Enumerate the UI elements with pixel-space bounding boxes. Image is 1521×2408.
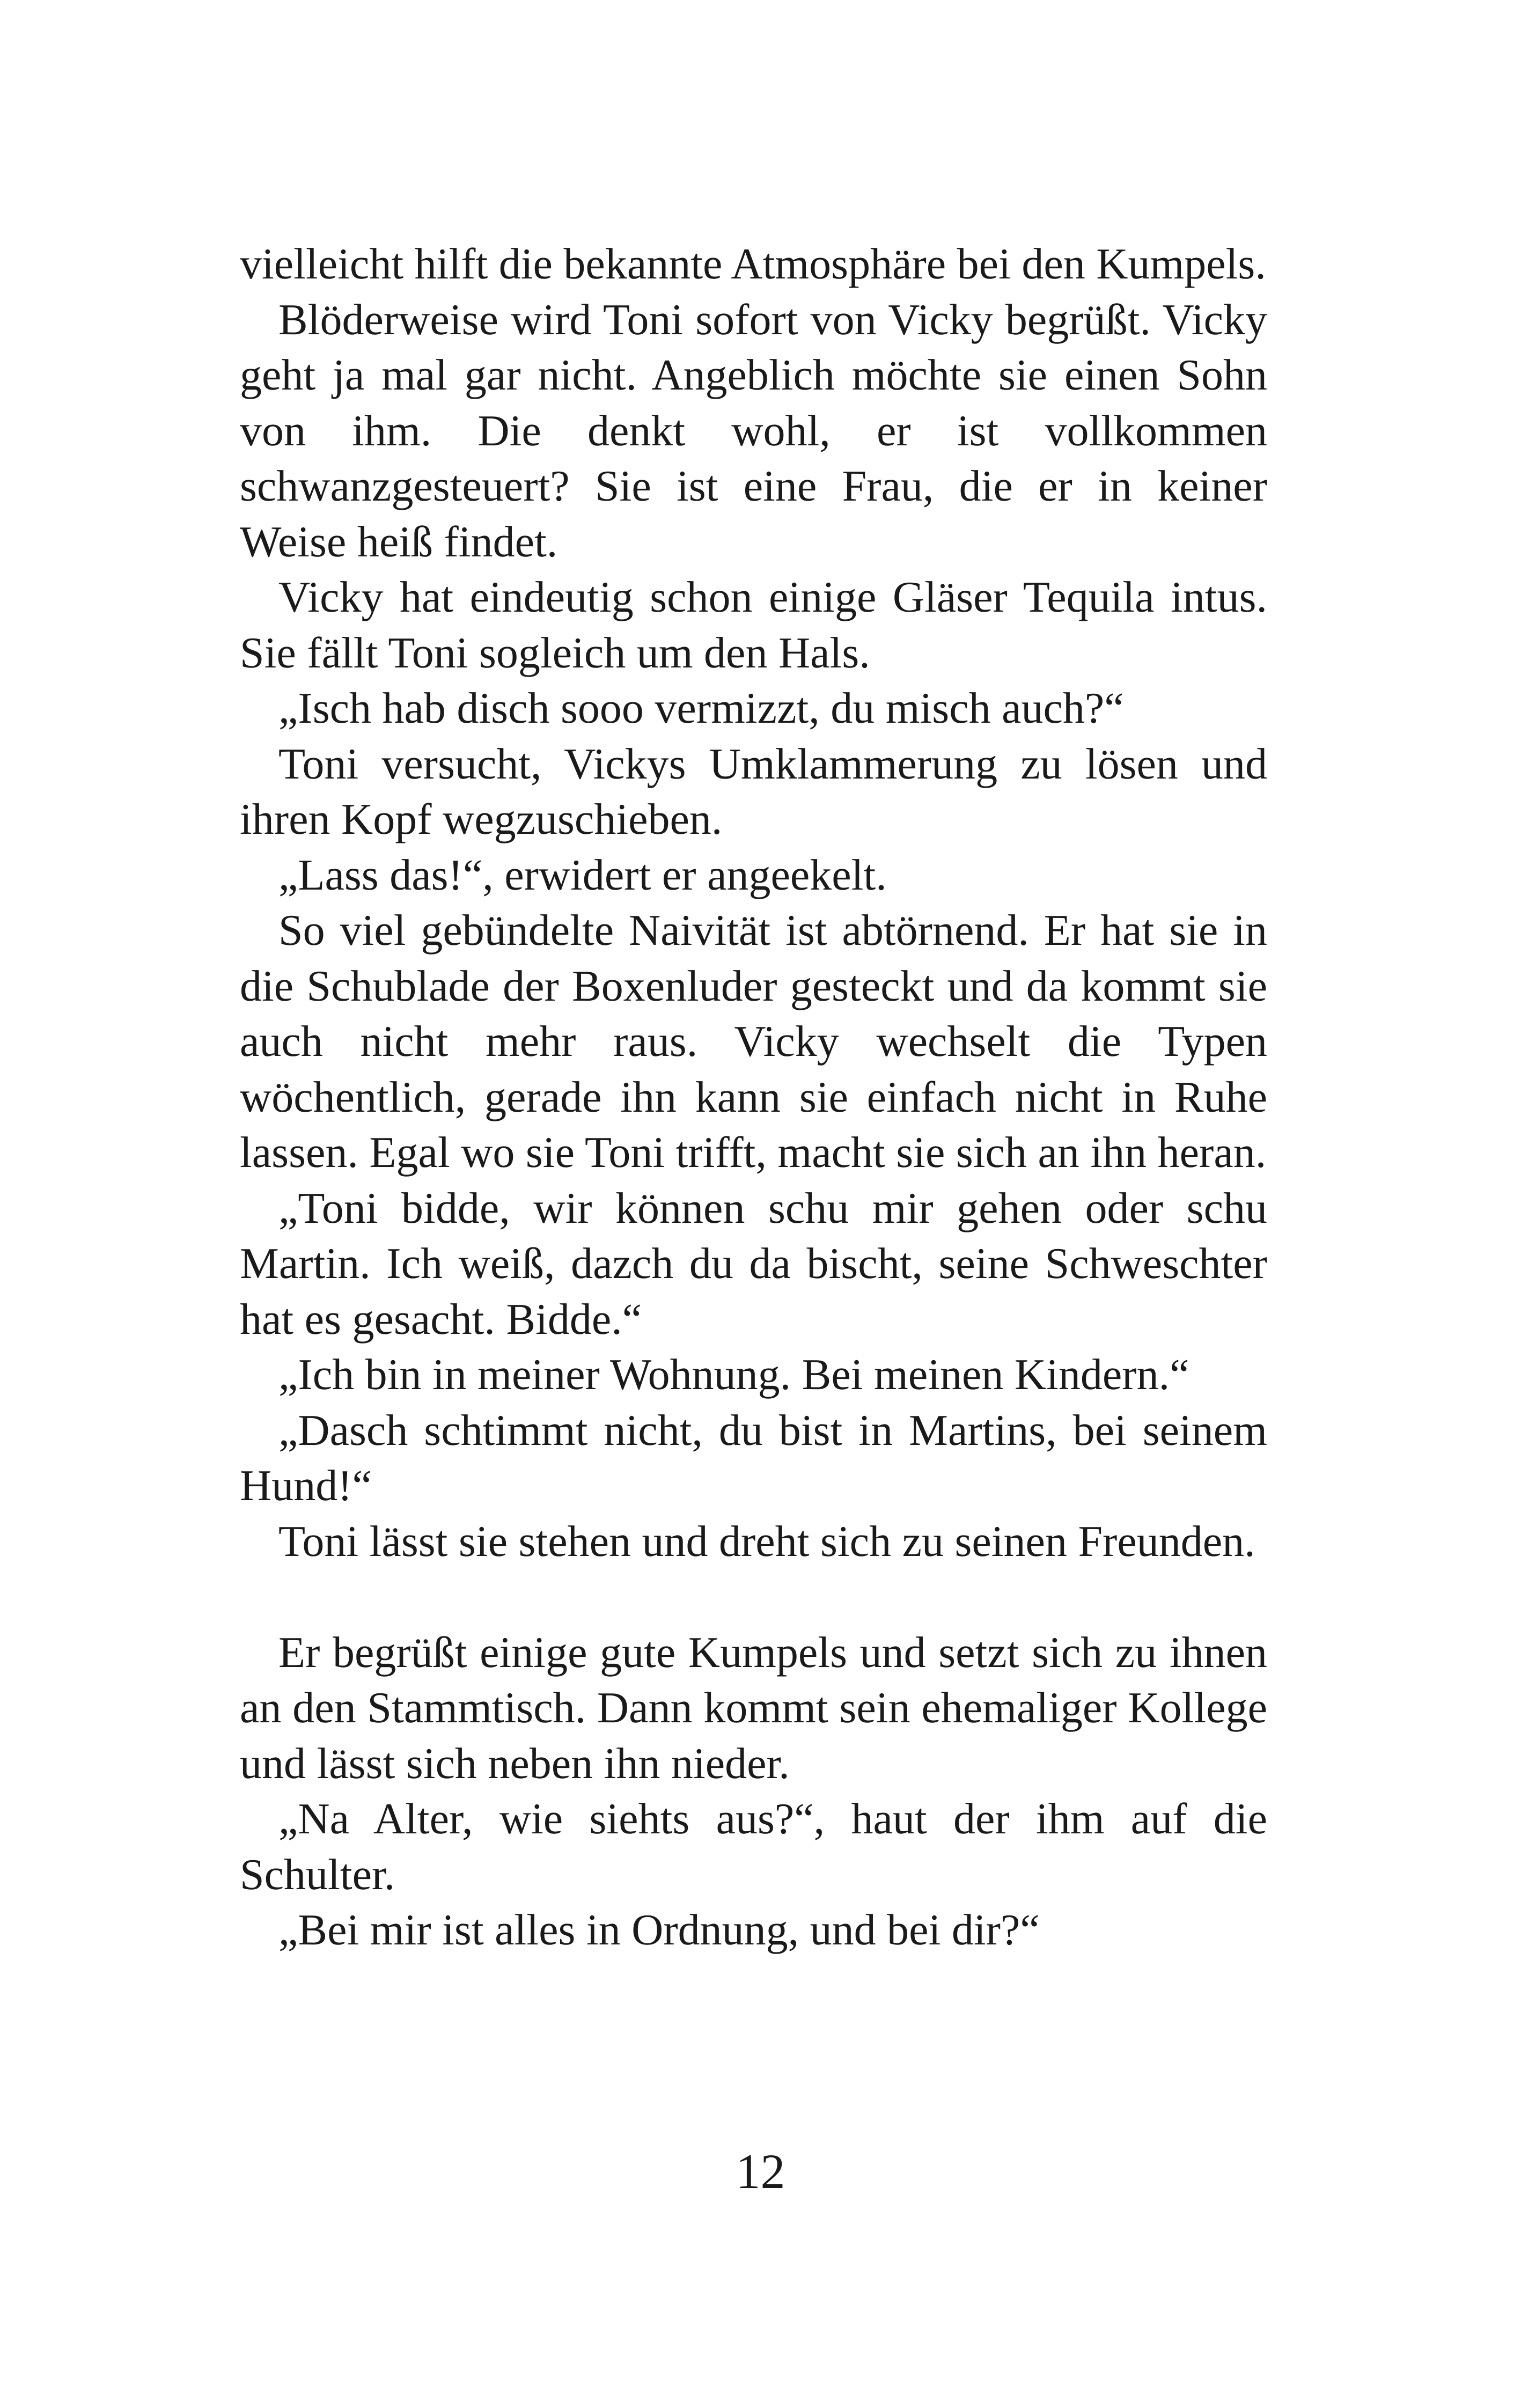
dialogue-line: „Toni bidde, wir können schu mir gehen oder schu Martin. Ich weiß, dazch du da bischt, seine Schweschter hat es gesacht. Bidde.“ [240, 1183, 1267, 1344]
paragraph: So viel gebündelte Naivität ist abtörnend. Er hat sie in die Schublade der Boxenluder gesteckt und da kommt sie auch nicht mehr raus. Vicky wechselt die Typen wöchentlich, gerade ihn kann sie einfach nicht in Ruhe lassen. Egal wo sie Toni trifft, macht sie sich an ihn heran. [240, 906, 1267, 1177]
dialogue-line: „Ich bin in meiner Wohnung. Bei meinen Kindern.“ [278, 1350, 1189, 1399]
dialogue-line: „Na Alter, wie siehts aus?“, haut der ihm auf die Schulter. [240, 1794, 1267, 1899]
dialogue-line: „Bei mir ist alles in Ordnung, und bei dir?“ [278, 1905, 1040, 1954]
paragraph: vielleicht hilft die bekannte Atmosphäre bei den Kumpels. [240, 239, 1266, 288]
paragraph: Toni versucht, Vickys Umklammerung zu lösen und ihren Kopf wegzuschieben. [240, 739, 1267, 843]
dialogue-line: „Lass das!“, erwidert er angeekelt. [278, 850, 887, 899]
paragraph: Blöderweise wird Toni sofort von Vicky begrüßt. Vicky geht ja mal gar nicht. Angeblich möchte sie einen Sohn von ihm. Die denkt wohl, er ist vollkommen schwanzgesteuert? Sie ist eine Frau, die er in keiner Weise heiß findet. [240, 295, 1267, 566]
paragraph: Toni lässt sie stehen und dreht sich zu seinen Freunden. [278, 1516, 1255, 1566]
dialogue-line: „Isch hab disch sooo vermizzt, du misch auch?“ [278, 684, 1124, 732]
dialogue-line: „Dasch schtimmt nicht, du bist in Martins, bei seinem Hund!“ [240, 1405, 1267, 1510]
page-number: 12 [736, 2144, 785, 2199]
paragraph: Vicky hat eindeutig schon einige Gläser Tequila intus. Sie fällt Toni sogleich um den Hals. [240, 572, 1267, 677]
body-text [240, 236, 1267, 1958]
paragraph: Er begrüßt einige gute Kumpels und setzt sich zu ihnen an den Stammtisch. Dann kommt sein ehemaliger Kollege und lässt sich neben ihn nieder. [240, 1627, 1267, 1788]
